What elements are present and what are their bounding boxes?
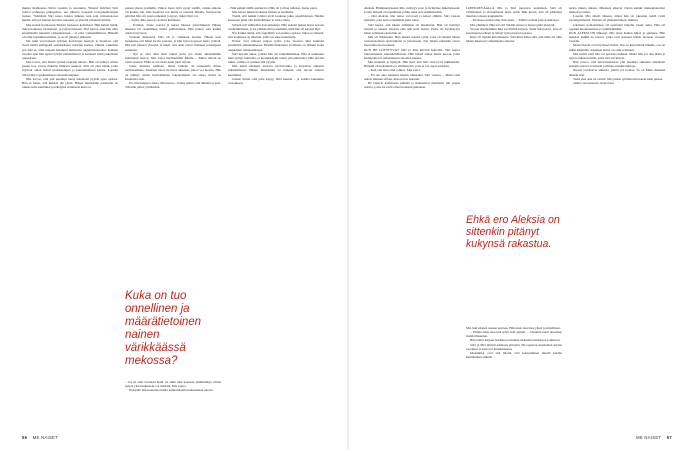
- paragraph: He istuivat kahvilassa pitkään ja muistelivat menneitä. Oli paljon asioita, joista he eivät olleet koskaan puhuneet.: [364, 80, 460, 89]
- paragraph: Tietää, että kaikki tyttäret eivät koskaan puhu ongelmistaan. Heidän kanssaan pitää olla kärsivällinen ja antaa aikaa.: [228, 14, 324, 23]
- running-head: ME NAISET: [32, 435, 59, 440]
- paragraph: – En ole aina tuntenut itseäni rohkeaksi, Siiri vastasi. – Mutta sinä uskoit minuun silloin, kun en itse uskonut.: [364, 72, 460, 81]
- paragraph: KUN HE LÖYSTYVÄT Siiri ja Mia kävivät kahvilla, Siiri kertoi tulevaisuuden suunnitelmistaan. Hän halusi auttaa muita nuoria, jotka kamppailevat samanlaisten asioiden kanssa.: [364, 47, 460, 60]
- paragraph: Nyt kaikki tietää, että ongelmiin voi puuttua ajoissa. Siksi on tärkeää, että kouluissa on aikuisia, joilla on aikaa kuunnella.: [228, 30, 324, 40]
- paragraph: – Sinä olet aina ollut rohkea, Mia sanoi.: [368, 68, 421, 73]
- paragraph: – Kyllä, Mia sanoi ja kohotti kulmiaan.: [129, 18, 181, 23]
- paragraph: pienen iltaan pysähdin. Viikon loput tyttö pysyi sisällä, vaikka ulkona oli kaunis sää. Mia huomasi sen mutta ei sanonut mitään. Seuraavana päivänä hän otti asian puheeksi ja kysyi, miten Siiri voi.: [125, 6, 221, 19]
- pull-quote: Kuka on tuo onnellinen ja määrätietoinen nainen värikkäässä mekossa?: [125, 290, 202, 367]
- right-page: [348, 0, 696, 450]
- paragraph: Vuosia myöhemmin Mia sai Siiriltä kirjeen. Siinä Siiri kertoi, että oli perustanut perheen ja tehnyt työtä nuorten parissa.: [466, 26, 562, 35]
- paragraph: – Jos en olisi tavannut heitä, en ehkä olisi koskaan ymmärtänyt, miten paljon yksi keskustelu voi merkitä, Mia sanoo.: [125, 380, 221, 389]
- paragraph: – Olet Aleksia, hän sanoo varovasti ja katsoi silmiin. Siiri vastasi hymyllä, joka kertoi enemmän kuin sanat.: [364, 14, 460, 23]
- paragraph: Monet heistä ovat löytäneet tiensä. Osa on kirjoittanut hänelle, osa on tullut käymään. Jokainen tarina on ollut erilainen.: [569, 43, 665, 52]
- paragraph: tarina muuta aikaan. Mielessä alkavat viirata kaikki maksamattomat maksut ja lainat.: [569, 6, 665, 15]
- paragraph: Lopulta Mia mietti ääneen, miksi hän oli jaksanut tehdä työtä vuosikymmeniä. Vastaus oli yksinkertainen: ihmiset.: [569, 14, 665, 23]
- paragraph: Mia ymmärsi. Hän toivotti Siirille onnea ja lupasi pitää yhteyttä.: [470, 22, 556, 27]
- article-column-6: [569, 6, 665, 424]
- paragraph: muista ihailleensa Siirin vastetta ja suoruutta. Yhteisä päivästä Siiri saattoi puhuessa jalkapalloa, sen jälkeen nopeasti terveydenhoitajan luokse. ”Kämäsin Siiri sanoo lukion jälkeen, kun sain vastaanotossa kuulla, että jos haluan nuorena naiseksi, ja pistettä vakuutin Siirille.: [22, 6, 118, 23]
- paragraph: Vielä yksi asia on varma: Mia jatkaa työtään niin kauan kuin jaksaa.: [573, 76, 663, 81]
- column-2-lower-text: [125, 380, 221, 424]
- paragraph: Janne muistaa edelleen, miten tärkeää oli kuunnella ilman tuomitsemista. Jokainen nuori tarvitsee aikuisen, johon voi luottaa. Hän on nähnyt, miten luottamuksen rakentaminen vie aikaa, mutta se kannattaa aina.: [125, 64, 221, 81]
- paragraph: LOPPUKEVÄÄLLÄ Mia ja Siiri tapasivat uudelleen. Siiri oli valmistunut ja aloittamassa uutta työtä. Hän kertoi, että oli päättänyt muuttaa toiseen kaupunkiin.: [466, 6, 562, 19]
- paragraph: Aleksia. Hämmentyneenä Mia vetäytyy pois ja hymyilee häkeltyneenä. Jotain tärkeää oli tapahtunut ja hän tunsi sen sisimmässään.: [364, 6, 460, 15]
- paragraph: Mia tutkii edelleen nuorten hyvinvointia ja kirjoittaa aiheesta säännöllisesti. Hänen mielestään on tärkeää, että nuoret tulevat kuulluiksi.: [228, 64, 324, 77]
- article-column-1: [22, 6, 118, 424]
- paragraph: Mia katsoi hänen luokseen hetken ja nyökkäsi.: [232, 10, 294, 15]
- paragraph: Mia kutsui huolissaan Siiristä luokseen kahvilaan. Hän halusi tietää, miten koulussa oli mennyt, ja tarjosi tukeaan. Siiri kertoi, ettei hän ollut kenellekään puhunut vaikeuksistaan – ei edes vanhemmilleen. Hänellä oli ollut koulukiusaamista, ja se oli jättänyt jälkensä.: [22, 22, 118, 40]
- paragraph: Joskus riittää, että joku kysyy, mitä kuuluu – ja todella kuuntelee vastauksen.: [228, 76, 324, 85]
- paragraph: En ollut helppoa aikaa, Mia kertoo. Joskus tuntui, että mikään ei auta. Silti hän jatkoi yrittämistä.: [125, 80, 221, 89]
- paragraph: Siiristä tuli vähitellen itsevarmempi. Hän uskalsi puhua myös kotona vanhemmilleen, ja he ymmärsivät paremmin, mitä hän oli käynyt läpi.: [228, 22, 324, 31]
- paragraph: Siiri ja Mia pitävät edelleen yhteyttä. He tapaavat muutaman kerran vuodessa ja kertovat kuulumisiaan.: [466, 342, 562, 351]
- page-number: 56: [22, 435, 28, 440]
- column-5-upper-text: [466, 6, 562, 211]
- paragraph: Nuoret tarvitsevat aikuisia, joihin voi luottaa. Se on Mian mielestä tärkein asia.: [569, 68, 665, 77]
- article-column-4: [364, 6, 460, 424]
- article-column-3: [228, 6, 324, 424]
- paragraph: KUN ALEKSI ON lähtenyt, Mia istuu hetken hiljaa ja ajattelee. Hän muistaa kaikki ne nuoret, jotka ovat käyneet hänen luonaan vuosien varrella.: [569, 30, 665, 44]
- column-2-upper-text: [125, 6, 221, 286]
- column-5-lower-text: [466, 326, 562, 424]
- paragraph: Siiri kertoi, että hänen elämänsä oli muuttunut. Hän oli löytänyt itsensä ja uskalsi vihdoin elää niin kuin halusi. Perhe oli hyväksynyt hänet sellaisena kuin hän on.: [364, 22, 460, 35]
- paragraph: Mia toivoi, että hänen työnsä tuottaisi tulosta. Hän oli nähnyt, miten pienet teot voivat muuttaa ihmisen suuntaa. Siiri oli yksi niistä, jotka löysivät oman tiensä keskustelujen ja kuuntelemisen kautta. Lopulta Siiri päätyi opiskelemaan sairaanhoitajaksi.: [22, 60, 118, 77]
- paragraph: Vuoteen mennessä Siiri oli jo vaihtanut koulua. Hänen uusi luokkansa otti hänet hyvin vastaan, ja hän löysi nopeasti uusia ystäviä. Mia piti häneen yhteyttä ja kuuli, että asiat olivat menneet parempaan suuntaan.: [125, 35, 221, 52]
- paragraph: Hän laittoi kirjeen laatikkoon muiden tärkeiden muistojen joukkoon.: [470, 338, 561, 343]
- paragraph: – Tämän takia teen tätä työtä, hän ajatteli. – Jokainen nuori ansaitsee mahdollisuuden.: [466, 330, 562, 339]
- page-number: 57: [666, 435, 672, 440]
- paragraph: Mia kuunteli ja hymyili. Hän tiesi, että Siiri olisi hyvä tukihenkilö. Hänellä oli kokemusta ja ymmärrystä, joita ei voi oppia kirjoista.: [364, 60, 460, 69]
- paragraph: Ma tutki varovaisesti tyttöjen kotiolojen taustoja ja huomasi, että moni heistä kamppaili samanlaisten asioiden kanssa. Oikein vaikeaksi sen teki se, ettei kukaan halunnut leimautua ongelmanuoreksi. Kahden vuoden ajan hän tapasi tyttöjä säännöllisesti ja kannusti heitä jatkamaan opintojaan.: [22, 39, 118, 60]
- paragraph: – Tarvitsen uuden alun, hän sanoi. – Täällä on liian paljon muistoja.: [470, 18, 560, 23]
- paragraph: Jokainen kohtaaminen oli opettanut hänelle jotain uutta. Hän oli oppinut kuuntelemaan ja ymmärtämään.: [569, 22, 665, 31]
- paragraph: Mia oli liikuttunut. Hän muisti nuoren tytön, joka oli istunut hänen vastaanotollaan epävarmana ja peloissaan. Nyt hänen edessään seisoi itsevarma nuori nainen.: [364, 35, 460, 48]
- paragraph: – Niin kaikki täällä ajattelevat. Hän oli jo illan tullessa, Janne sanoi.: [228, 6, 318, 10]
- running-head: ME NAISET: [636, 435, 662, 440]
- paragraph: Mia tietää, ettei hän voi pelastaa kaikkia. Mutta hän voi olla läsnä ja tarjota tukeaan niille, jotka sitä tarvitsevat.: [569, 51, 665, 60]
- paragraph: Naiset ovat tehneet paljon työtä, jotta nuorten ääni kuuluisi paremmin yhteiskunnassa. Heidän mukaansa avoimuus on tärkein avain ongelmien ratkaisemiseen.: [228, 39, 324, 52]
- paragraph: Molemmat ovat sitä mieltä, että kohtaaminen muutti heidän kummankin elämää.: [466, 350, 562, 360]
- paragraph: Mia luki kirjeen useaan kertaan. Hän tunsi olevansa ylpeä ja kiitollinen.: [466, 326, 561, 330]
- page-footer-left: [22, 435, 58, 440]
- continued-note: Jatkuu seuraavassa numerossa: [573, 80, 614, 85]
- paragraph: – Nyt se olisi ollut ihan toinen juttu, jos olisin aikaisemmin uskaltanut kertoa, Siiri sanoi myöhemmin Mialle. – Mutta silloin en vielä osannut. Ehkä se oli oikea hetki juuri silloin.: [125, 51, 221, 65]
- page-footer-right: [636, 435, 672, 440]
- paragraph: – Tottakai, Janne vastasi ja katsoi häneen ystävällisesti. Hänen äänensä oli rauhallinen mutta päättäväinen. Hän halusi, että kaikki olisivat turvassa.: [125, 22, 221, 35]
- pull-quote-right: Ehkä ero Aleksia on sittenkin pitänyt kukynsä rakastua.: [466, 214, 560, 250]
- paragraph: Hän toivoo, että tulevaisuudessa yhä useampi aikuinen uskaltaisi kohdata nuoret avoimesti ja ilman ennakkoluuloja.: [569, 60, 665, 69]
- paragraph: Nykyään hän kouluttaa muita ammattilaisia kohtaamaan nuoria.: [129, 388, 214, 393]
- paragraph: Kirje oli täynnä kiitollisuutta. Siiri kiitti Miaa siitä, että tämä oli ollut hänen tukenaan vaikeimpina aikoina.: [466, 35, 562, 44]
- paragraph: Mia toivoo, että yhä useampi nuori uskaltaisi pyytää apua ajoissa. Hän ei halua, että kukaan jää yksin. Hänen mielestään jokaisella on oikeus tulla kuulluksi ja nähdyksi sellaisena kuin on.: [22, 76, 118, 89]
- paragraph: Siiri kuvaili aikaa, jolloin hän oli vaikeimmillaan. Hän ei nukkunut eikä syönyt kunnolla, ja koulunkäynti tuntui ylivoimaiselta. Hän tarvitsi tukea, vaikka ei osannut sitä pyytää.: [228, 51, 324, 65]
